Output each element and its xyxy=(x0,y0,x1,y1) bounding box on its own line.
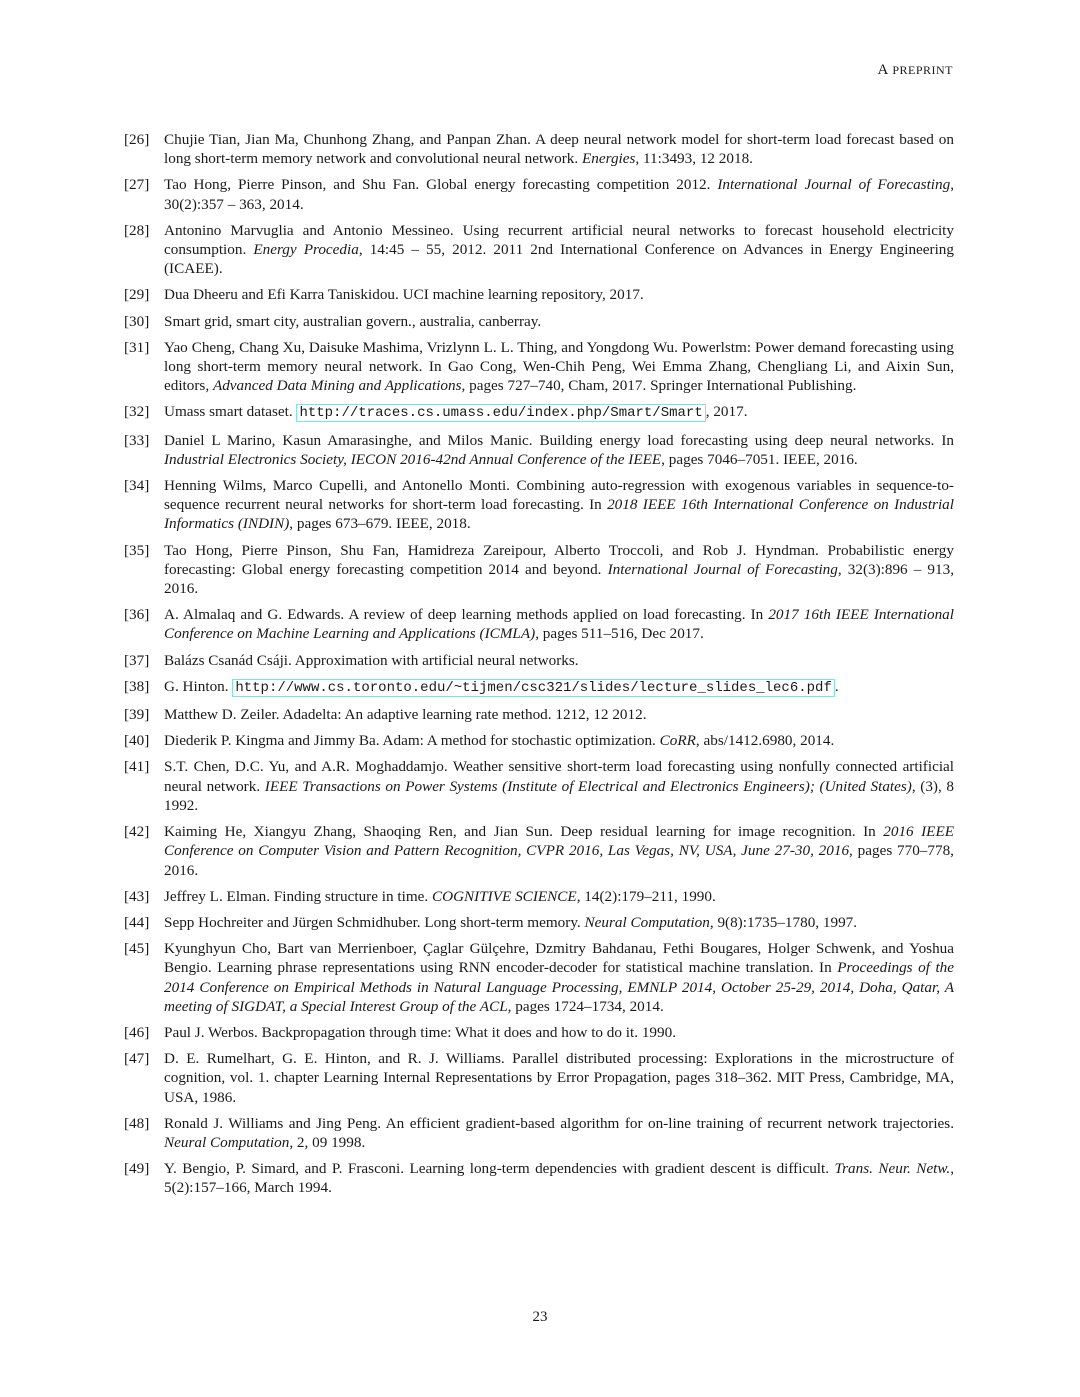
reference-number: [27] xyxy=(124,176,150,194)
reference-text-plain: Sepp Hochreiter and Jürgen Schmidhuber. Long short-term memory. xyxy=(164,913,585,931)
reference-item xyxy=(124,705,954,724)
reference-text xyxy=(164,285,954,304)
reference-text-plain: Jeffrey L. Elman. Finding structure in time. xyxy=(164,887,432,905)
reference-text-plain: Dua Dheeru and Efi Karra Taniskidou. UCI machine learning repository, 2017. xyxy=(164,286,644,304)
reference-text-plain: Matthew D. Zeiler. Adadelta: An adaptive learning rate method. 1212, 12 2012. xyxy=(164,706,647,724)
reference-text-plain: Tao Hong, Pierre Pinson, Shu Fan, Hamidreza Zareipour, Alberto Troccoli, and Rob J. Hyndman. Probabilistic energy forecasting: Global energy forecasting competition 2014 and beyond. xyxy=(164,541,954,578)
reference-text-tail: , 2, 09 1998. xyxy=(289,1133,366,1151)
reference-text-plain: Henning Wilms, Marco Cupelli, and Antonello Monti. Combining auto-regression with exogenous variables in sequence-to-sequence recurrent neural networks for short-term load forecasting. In xyxy=(164,477,954,514)
reference-item xyxy=(124,175,954,213)
reference-number: [28] xyxy=(124,221,150,239)
reference-text-tail: . xyxy=(834,677,839,695)
reference-item xyxy=(124,476,954,534)
reference-text-tail: , pages 7046–7051. IEEE, 2016. xyxy=(661,450,858,468)
reference-text xyxy=(164,677,954,698)
reference-text-plain: Paul J. Werbos. Backpropagation through time: What it does and how to do it. 1990. xyxy=(164,1023,676,1041)
reference-text-plain: G. Hinton. xyxy=(164,677,233,695)
reference-text-plain: Umass smart dataset. xyxy=(164,403,297,421)
reference-text-plain: Kaiming He, Xiangyu Zhang, Shaoqing Ren, and Jian Sun. Deep residual learning for image recognition. In xyxy=(164,823,884,841)
reference-text-plain: Daniel L Marino, Kasun Amarasinghe, and Milos Manic. Building energy load forecasting using deep neural networks. In xyxy=(164,431,954,449)
reference-text xyxy=(164,1159,954,1197)
reference-text xyxy=(164,221,954,279)
reference-venue: Proceedings of the 2014 Conference on Empirical Methods in Natural Language Processing, EMNLP 2014, October 25-29, 2014, Doha, Qatar, A meeting of SIGDAT, a Special Interest Group of the ACL xyxy=(164,959,954,1015)
reference-item xyxy=(124,1049,954,1107)
reference-text xyxy=(164,312,954,331)
reference-text-plain: Smart grid, smart city, australian govern., australia, canberray. xyxy=(164,312,542,330)
reference-text xyxy=(164,731,954,750)
reference-number: [38] xyxy=(124,677,150,695)
reference-venue: Energies xyxy=(581,150,636,168)
reference-text xyxy=(164,402,954,423)
reference-text xyxy=(164,541,954,599)
reference-venue: IEEE Transactions on Power Systems (Institute of Electrical and Electronics Engineers); (United States) xyxy=(264,777,912,795)
reference-number: [36] xyxy=(124,606,150,624)
reference-item xyxy=(124,285,954,304)
reference-number: [30] xyxy=(124,312,150,330)
reference-number: [39] xyxy=(124,706,150,724)
reference-item xyxy=(124,913,954,932)
reference-number: [42] xyxy=(124,823,150,841)
reference-item xyxy=(124,651,954,670)
reference-item xyxy=(124,731,954,750)
reference-text xyxy=(164,130,954,168)
reference-venue: COGNITIVE SCIENCE xyxy=(431,887,577,905)
reference-list xyxy=(124,130,954,1205)
reference-text-plain: S.T. Chen, D.C. Yu, and A.R. Moghaddamjo. Weather sensitive short-term load forecasting using nonfully connected artificial neural network. xyxy=(164,758,954,795)
reference-number: [40] xyxy=(124,732,150,750)
reference-text xyxy=(164,651,954,670)
reference-item xyxy=(124,939,954,1016)
reference-venue: CoRR xyxy=(659,732,696,750)
reference-number: [37] xyxy=(124,651,150,669)
reference-text xyxy=(164,175,954,213)
reference-text-plain: Ronald J. Williams and Jing Peng. An efficient gradient-based algorithm for on-line training of recurrent network trajectories. xyxy=(164,1114,954,1132)
reference-venue: Industrial Electronics Society, IECON 2016-42nd Annual Conference of the IEEE xyxy=(164,450,662,468)
reference-text xyxy=(164,476,954,534)
reference-text xyxy=(164,605,954,643)
reference-number: [48] xyxy=(124,1114,150,1132)
reference-number: [47] xyxy=(124,1050,150,1068)
header-initial: A xyxy=(877,62,889,78)
reference-text-tail: , 14(2):179–211, 1990. xyxy=(576,887,716,905)
reference-text xyxy=(164,338,954,396)
reference-number: [31] xyxy=(124,338,150,356)
reference-number: [43] xyxy=(124,887,150,905)
reference-venue: International Journal of Forecasting xyxy=(717,176,951,194)
reference-text-plain: Chujie Tian, Jian Ma, Chunhong Zhang, and Panpan Zhan. A deep neural network model for short-term load forecast based on long short-term memory network and convolutional neural network. xyxy=(164,131,954,168)
reference-item xyxy=(124,402,954,423)
reference-item xyxy=(124,605,954,643)
reference-text-plain: Balázs Csanád Csáji. Approximation with artificial neural networks. xyxy=(164,651,579,669)
reference-item xyxy=(124,338,954,396)
reference-item xyxy=(124,822,954,880)
reference-number: [45] xyxy=(124,940,150,958)
reference-text-tail: , pages 770–778, 2016. xyxy=(164,842,954,879)
reference-text xyxy=(164,757,954,815)
reference-number: [32] xyxy=(124,403,150,421)
reference-text xyxy=(164,1049,954,1107)
reference-number: [46] xyxy=(124,1023,150,1041)
reference-item xyxy=(124,1023,954,1042)
reference-item xyxy=(124,887,954,906)
reference-text-tail: , 5(2):157–166, March 1994. xyxy=(164,1160,954,1197)
reference-number: [41] xyxy=(124,758,150,776)
page-number: 23 xyxy=(532,1309,548,1325)
reference-venue: Energy Procedia xyxy=(253,241,359,259)
reference-text-plain: Yao Cheng, Chang Xu, Daisuke Mashima, Vrizlynn L. L. Thing, and Yongdong Wu. Powerlstm: Power demand forecasting using long short-term memory neural network. In Gao Cong, Wen-Chih Peng, Wei Emma Zhang, Chengliang Li, and Aixin Sun, editors, xyxy=(164,338,954,395)
reference-number: [35] xyxy=(124,541,150,559)
running-header xyxy=(878,62,953,79)
reference-text xyxy=(164,705,954,724)
reference-text-tail: , 32(3):896 – 913, 2016. xyxy=(164,560,954,598)
reference-number: [33] xyxy=(124,431,150,449)
reference-venue: International Journal of Forecasting xyxy=(607,560,838,578)
reference-text-plain: Y. Bengio, P. Simard, and P. Frasconi. Learning long-term dependencies with gradient descent is difficult. xyxy=(164,1160,835,1178)
reference-text-plain: Kyunghyun Cho, Bart van Merrienboer, Çaglar Gülçehre, Dzmitry Bahdanau, Fethi Bougares, Holger Schwenk, and Yoshua Bengio. Learning phrase representations using RNN encoder-decoder for statistical machine translation. In xyxy=(164,940,954,977)
reference-number: [49] xyxy=(124,1160,150,1178)
reference-item xyxy=(124,677,954,698)
reference-text-tail: , pages 673–679. IEEE, 2018. xyxy=(289,515,471,533)
reference-item xyxy=(124,541,954,599)
reference-number: [44] xyxy=(124,913,150,931)
reference-text-tail: , abs/1412.6980, 2014. xyxy=(695,732,835,750)
reference-venue: 2016 IEEE Conference on Computer Vision and Pattern Recognition, CVPR 2016, Las Vegas, NV, USA, June 27-30, 2016 xyxy=(164,823,955,860)
reference-text-plain: A. Almalaq and G. Edwards. A review of deep learning methods applied on load forecasting. In xyxy=(164,606,769,624)
reference-venue: Trans. Neur. Netw. xyxy=(834,1160,951,1178)
reference-text-tail: , pages 727–740, Cham, 2017. Springer International Publishing. xyxy=(461,377,857,395)
reference-venue: 2018 IEEE 16th International Conference on Industrial Informatics (INDIN) xyxy=(164,496,954,533)
reference-text-tail: , (3), 8 1992. xyxy=(164,777,954,814)
reference-number: [29] xyxy=(124,286,150,304)
reference-text xyxy=(164,1114,954,1152)
reference-item xyxy=(124,1114,954,1152)
reference-item xyxy=(124,1159,954,1197)
reference-venue: Advanced Data Mining and Applications xyxy=(212,377,462,395)
reference-text xyxy=(164,939,954,1016)
reference-text-plain: Diederik P. Kingma and Jimmy Ba. Adam: A method for stochastic optimization. xyxy=(164,732,660,750)
reference-text-tail: , pages 1724–1734, 2014. xyxy=(507,997,664,1015)
reference-venue: Neural Computation xyxy=(584,913,710,931)
reference-text-tail: , 30(2):357 – 363, 2014. xyxy=(164,176,954,213)
reference-text xyxy=(164,887,954,906)
reference-text-tail: , 2017. xyxy=(705,403,748,421)
reference-item xyxy=(124,130,954,168)
reference-item xyxy=(124,757,954,815)
reference-text-plain: D. E. Rumelhart, G. E. Hinton, and R. J. Williams. Parallel distributed processing: Explorations in the microstructure of cognition, vol. 1. chapter Learning Internal Representations by Error Propagation, pages 318–362. MIT Press, Cambridge, MA, USA, 1986. xyxy=(164,1050,954,1106)
reference-text xyxy=(164,431,954,469)
header-rest: PREPRINT xyxy=(892,63,953,77)
reference-text-tail: , pages 511–516, Dec 2017. xyxy=(535,625,704,643)
reference-text-tail: , 14:45 – 55, 2012. 2011 2nd International Conference on Advances in Energy Engineering (ICAEE). xyxy=(164,241,954,278)
reference-item xyxy=(124,312,954,331)
reference-text-plain: Tao Hong, Pierre Pinson, and Shu Fan. Global energy forecasting competition 2012. xyxy=(164,176,718,194)
reference-text-tail: , 11:3493, 12 2018. xyxy=(635,150,753,168)
reference-item xyxy=(124,221,954,279)
reference-text xyxy=(164,1023,954,1042)
reference-text-plain: Antonino Marvuglia and Antonio Messineo. Using recurrent artificial neural networks to forecast household electricity consumption. xyxy=(164,221,954,259)
reference-link[interactable]: http://traces.cs.umass.edu/index.php/Smart/Smart xyxy=(296,404,705,422)
reference-link[interactable]: http://www.cs.toronto.edu/~tijmen/csc321/slides/lecture_slides_lec6.pdf xyxy=(232,679,835,697)
reference-text-tail: , 9(8):1735–1780, 1997. xyxy=(709,913,858,931)
reference-number: [34] xyxy=(124,477,150,495)
reference-text xyxy=(164,822,954,880)
reference-venue: 2017 16th IEEE International Conference on Machine Learning and Applications (ICMLA) xyxy=(164,606,954,643)
reference-venue: Neural Computation xyxy=(164,1133,290,1151)
reference-number: [26] xyxy=(124,131,150,148)
reference-item xyxy=(124,431,954,469)
reference-text xyxy=(164,913,954,932)
